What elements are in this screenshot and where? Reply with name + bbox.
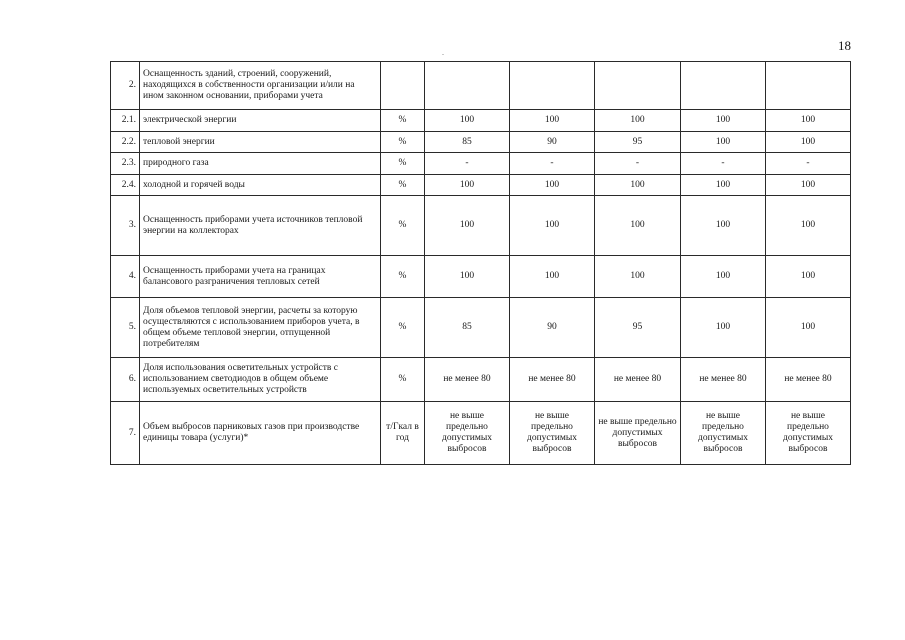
row-number: 7. xyxy=(111,402,140,465)
row-number: 6. xyxy=(111,358,140,402)
value-cell xyxy=(766,62,851,110)
unit-cell: % xyxy=(381,196,425,256)
table-row xyxy=(111,175,851,196)
indicator-name: электрической энергии xyxy=(140,110,381,132)
scan-mark: . xyxy=(442,48,444,57)
value-cell: 100 xyxy=(595,175,681,196)
row-number: 2.3. xyxy=(111,153,140,175)
indicators-table xyxy=(110,61,851,465)
indicator-name: Объем выбросов парниковых газов при производстве единицы товара (услуги)* xyxy=(140,402,381,465)
value-cell: 100 xyxy=(425,196,510,256)
value-cell xyxy=(595,62,681,110)
value-cell: 100 xyxy=(681,132,766,153)
row-number: 2.2. xyxy=(111,132,140,153)
value-cell: - xyxy=(595,153,681,175)
value-cell: 100 xyxy=(425,256,510,298)
unit-cell: % xyxy=(381,298,425,358)
value-cell: не менее 80 xyxy=(681,358,766,402)
value-cell: 100 xyxy=(766,256,851,298)
value-cell: 100 xyxy=(510,256,595,298)
unit-cell: % xyxy=(381,110,425,132)
value-cell: 100 xyxy=(766,175,851,196)
value-cell: 85 xyxy=(425,132,510,153)
indicator-name: Оснащенность приборами учета на границах балансового разграничения тепловых сетей xyxy=(140,256,381,298)
unit-cell: % xyxy=(381,132,425,153)
row-number: 3. xyxy=(111,196,140,256)
indicator-name: холодной и горячей воды xyxy=(140,175,381,196)
value-cell: 100 xyxy=(766,298,851,358)
value-cell: 100 xyxy=(595,256,681,298)
value-cell: 100 xyxy=(595,110,681,132)
row-number: 4. xyxy=(111,256,140,298)
value-cell: - xyxy=(425,153,510,175)
row-number: 2.4. xyxy=(111,175,140,196)
indicator-name: Оснащенность зданий, строений, сооружений, находящихся в собственности организации и/или на ином законном основании, приборами учета xyxy=(140,62,381,110)
value-cell: 100 xyxy=(681,256,766,298)
value-cell: 100 xyxy=(681,110,766,132)
value-cell xyxy=(510,62,595,110)
value-cell: - xyxy=(681,153,766,175)
row-number: 2.1. xyxy=(111,110,140,132)
value-cell: 90 xyxy=(510,298,595,358)
value-cell xyxy=(425,62,510,110)
value-cell: 100 xyxy=(595,196,681,256)
value-cell: не менее 80 xyxy=(510,358,595,402)
value-cell: 100 xyxy=(510,175,595,196)
value-cell: не выше предельно допустимых выбросов xyxy=(425,402,510,465)
value-cell: 100 xyxy=(681,175,766,196)
row-number: 5. xyxy=(111,298,140,358)
value-cell: 100 xyxy=(510,196,595,256)
value-cell: 100 xyxy=(766,110,851,132)
unit-cell: % xyxy=(381,175,425,196)
unit-cell: т/Гкал в год xyxy=(381,402,425,465)
value-cell xyxy=(681,62,766,110)
value-cell: 90 xyxy=(510,132,595,153)
unit-cell: % xyxy=(381,256,425,298)
table-row xyxy=(111,62,851,110)
value-cell: 100 xyxy=(425,175,510,196)
indicator-name: Оснащенность приборами учета источников тепловой энергии на коллекторах xyxy=(140,196,381,256)
table-row xyxy=(111,196,851,256)
value-cell: 100 xyxy=(681,298,766,358)
value-cell: 95 xyxy=(595,132,681,153)
value-cell: 95 xyxy=(595,298,681,358)
table-row xyxy=(111,402,851,465)
value-cell: не выше предельно допустимых выбросов xyxy=(681,402,766,465)
value-cell: не выше предельно допустимых выбросов xyxy=(766,402,851,465)
table-row xyxy=(111,110,851,132)
value-cell: не менее 80 xyxy=(766,358,851,402)
indicator-name: Доля объемов тепловой энергии, расчеты за которую осуществляются с использованием приборов учета, в общем объеме тепловой энергии, отпущенной потребителям xyxy=(140,298,381,358)
value-cell: 100 xyxy=(766,132,851,153)
value-cell: - xyxy=(766,153,851,175)
value-cell: 100 xyxy=(510,110,595,132)
table-row xyxy=(111,358,851,402)
value-cell: 100 xyxy=(766,196,851,256)
unit-cell xyxy=(381,62,425,110)
table-row xyxy=(111,153,851,175)
value-cell: не выше предельно допустимых выбросов xyxy=(595,402,681,465)
value-cell: не менее 80 xyxy=(425,358,510,402)
value-cell: 85 xyxy=(425,298,510,358)
value-cell: 100 xyxy=(425,110,510,132)
indicator-name: Доля использования осветительных устройств с использованием светодиодов в общем объеме используемых осветительных устройств xyxy=(140,358,381,402)
table-row xyxy=(111,132,851,153)
value-cell: не менее 80 xyxy=(595,358,681,402)
unit-cell: % xyxy=(381,358,425,402)
table-row xyxy=(111,256,851,298)
value-cell: - xyxy=(510,153,595,175)
value-cell: не выше предельно допустимых выбросов xyxy=(510,402,595,465)
indicator-name: тепловой энергии xyxy=(140,132,381,153)
indicator-name: природного газа xyxy=(140,153,381,175)
value-cell: 100 xyxy=(681,196,766,256)
table-row xyxy=(111,298,851,358)
page-number: 18 xyxy=(838,38,851,53)
unit-cell: % xyxy=(381,153,425,175)
row-number: 2. xyxy=(111,62,140,110)
